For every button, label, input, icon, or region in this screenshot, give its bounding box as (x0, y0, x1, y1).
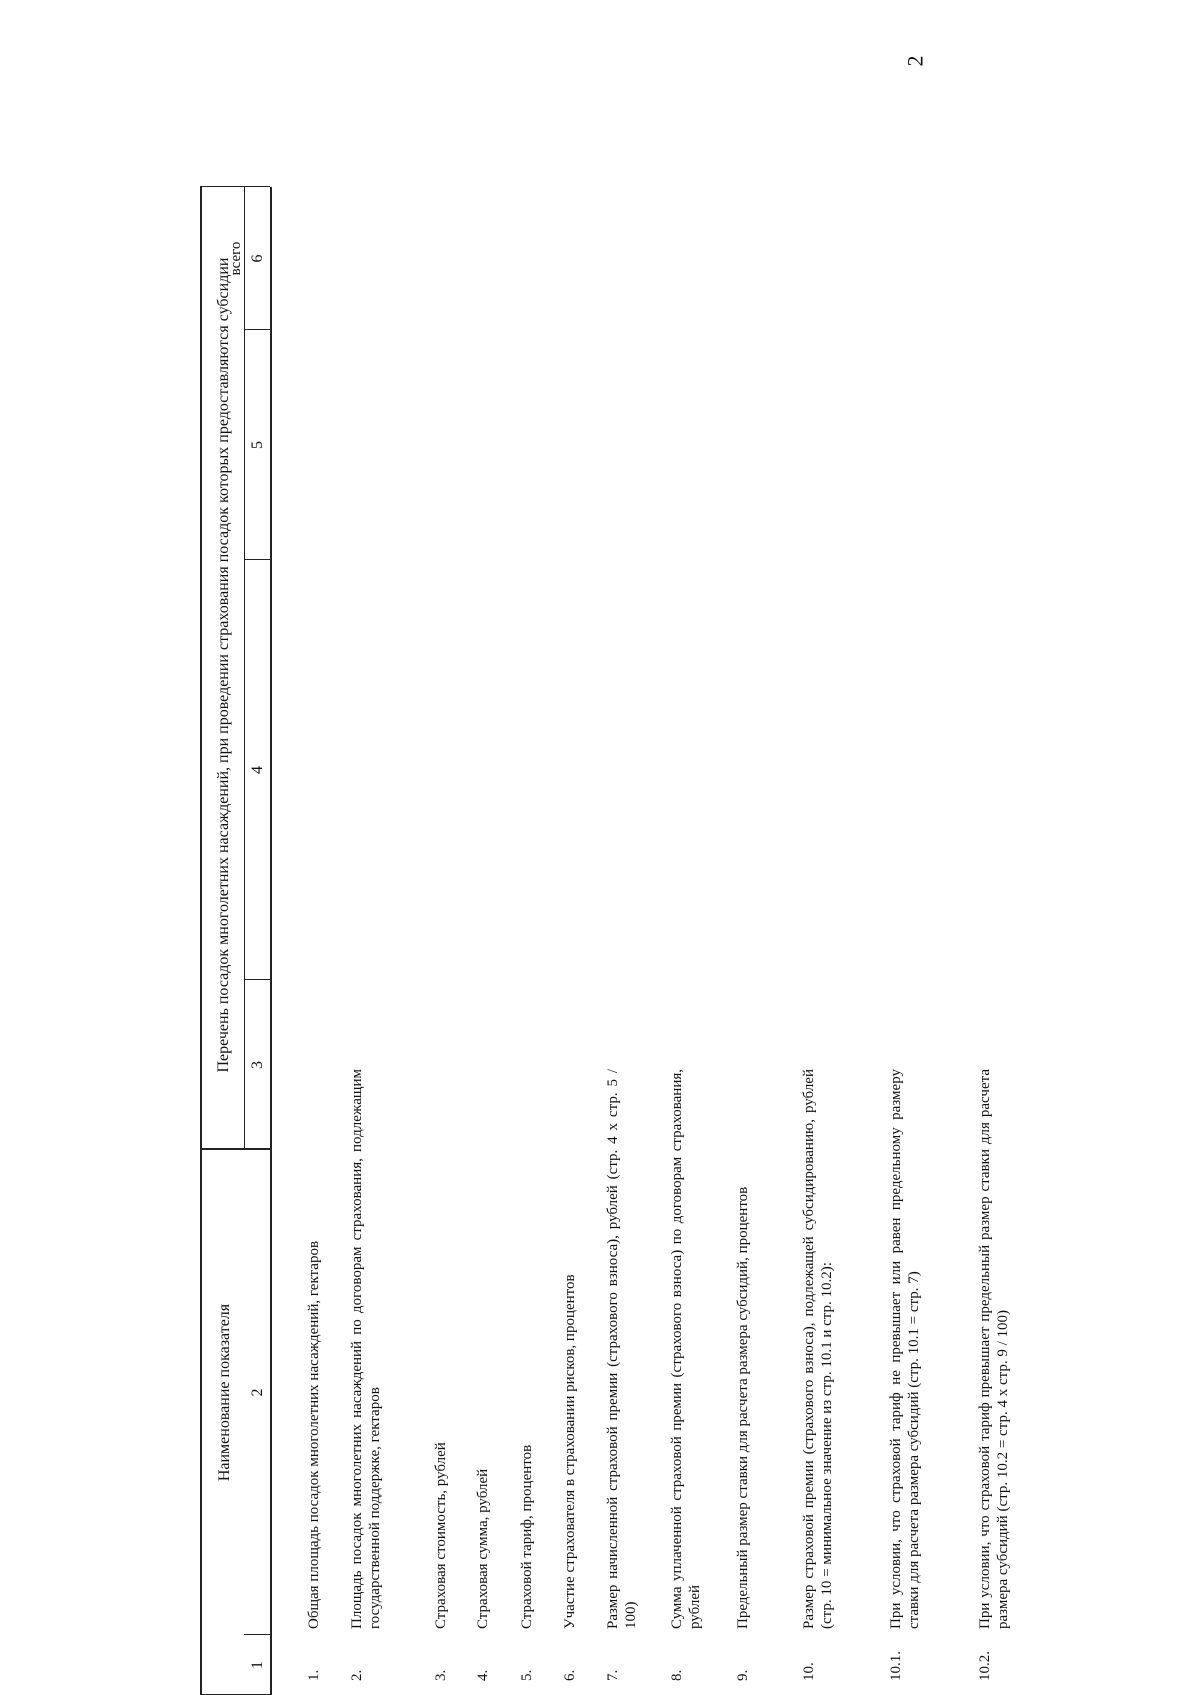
row-label: Предельный размер ставки для расчета размера субсидий, процентов (735, 1186, 751, 1629)
row-number: 2. (349, 1669, 365, 1681)
row-number: 9. (735, 1669, 751, 1681)
row-number: 1. (306, 1669, 322, 1681)
col-number-2: 2 (248, 1388, 266, 1397)
row-label: Участие страхователя в страховании рисков, процентов (562, 1274, 578, 1629)
row-number: 3. (433, 1669, 449, 1681)
row-label: Сумма уплаченной страховой премии (страхового взноса) по договорам страхования, рублей (669, 1069, 703, 1629)
row-label: Страховая стоимость, рублей (433, 1442, 449, 1629)
row-label: Общая площадь посадок многолетних насаждений, гектаров (306, 1240, 322, 1629)
row-label: При условии, что страховой тариф превышает предельный размер ставки для расчета размера субсидий (стр. 10.2 = стр. 4 x стр. 9 / 100) (977, 1069, 1011, 1629)
page-number: 2 (902, 55, 928, 67)
header-total-cell: всего (228, 241, 245, 276)
row-number: 10. (801, 1662, 817, 1681)
header-bottom-border (270, 187, 272, 1695)
subheader-line (244, 187, 245, 1150)
col-number-3: 3 (248, 1061, 266, 1069)
header-name-cell: Наименование показателя (215, 1303, 233, 1482)
header-list-cell: Перечень посадок многолетних насаждений, при проведении страхования посадок которых предоставляются субсидии (214, 257, 232, 1073)
row-number: 10.1. (888, 1651, 904, 1681)
table-top-border (200, 187, 202, 1695)
row-label: Страховой тариф, процентов (519, 1444, 535, 1629)
col-number-1: 1 (248, 1661, 266, 1669)
row-number: 5. (519, 1669, 535, 1681)
col-number-6: 6 (248, 254, 266, 263)
row-label: Размер страховой премии (страхового взноса), подлежащей субсидированию, рублей (стр. 10 = минимальное значение из стр. 10.1 и стр. 10.2): (801, 1069, 835, 1629)
row-number: 4. (475, 1669, 491, 1681)
row-label: Размер начисленной страховой премии (страхового взноса), рублей (стр. 4 x стр. 5 / 100) (605, 1069, 639, 1629)
col-number-5: 5 (248, 441, 266, 449)
row-label: При условии, что страховой тариф не превышает или равен предельному размеру ставки для расчета размера субсидий (стр. 10.1 = стр. 7) (888, 1069, 922, 1629)
row-label: Страховая сумма, рублей (475, 1468, 491, 1629)
row-number: 8. (669, 1669, 685, 1681)
col-number-4: 4 (248, 766, 266, 774)
row-number: 10.2. (977, 1651, 993, 1681)
row-number: 7. (605, 1669, 621, 1681)
row-number: 6. (562, 1669, 578, 1681)
row-label: Площадь посадок многолетних насаждений по договорам страхования, подлежащим государственной поддержке, гектаров (349, 1069, 383, 1629)
